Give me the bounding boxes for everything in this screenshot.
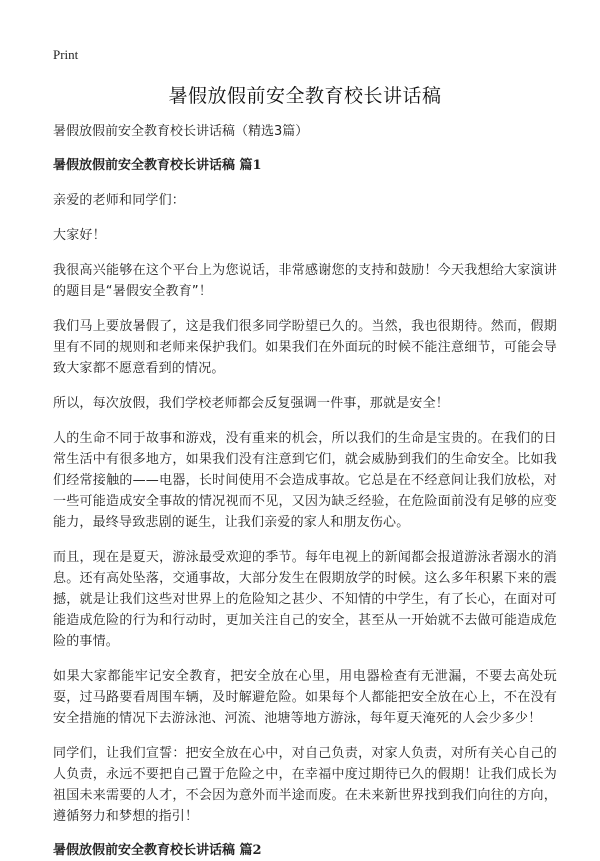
paragraph-safety: 所以，每次放假，我们学校老师都会反复强调一件事，那就是安全！ xyxy=(53,396,450,411)
print-link[interactable]: Print xyxy=(53,47,79,62)
paragraph-remember: 如果大家都能牢记安全教育，把安全放在心里，用电器检查有无泄漏，不要去高处玩耍，过马路要看周围车辆，及时解避危险。如果每个人都能把安全放在心上，不在没有安全措施的情况下去游泳池、河流、池塘等地方游泳，每年夏天淹死的人会少多少！ xyxy=(53,669,557,726)
section-heading-1: 暑假放假前安全教育校长讲话稿 篇1 xyxy=(53,158,262,173)
paragraph-hello: 大家好！ xyxy=(53,228,106,243)
paragraph-oath: 同学们，让我们宣誓：把安全放在心中，对自己负责，对家人负责，对所有关心自己的人负责，永远不要把自己置于危险之中，在幸福中度过期待已久的假期！让我们成长为祖国未来需要的人才，不会因为意外而半途而废。在未来新世界找到我们向往的方向，遵循努力和梦想的指引！ xyxy=(53,746,557,824)
paragraph-summer: 而且，现在是夏天，游泳最受欢迎的季节。每年电视上的新闻都会报道游泳者溺水的消息。还有高处坠落，交通事故，大部分发生在假期放学的时候。这么多年积累下来的震撼，就是让我们这些对世界上的危险知之甚少、不知情的中学生，有了长心，在面对可能造成危险的行为和行动时，更加关注自己的安全，甚至从一开始就不去做可能造成危险的事情。 xyxy=(53,550,557,649)
page-title: 暑假放假前安全教育校长讲话稿 xyxy=(168,85,442,107)
document-subtitle: 暑假放假前安全教育校长讲话稿（精选3篇） xyxy=(53,124,309,139)
paragraph-intro: 我很高兴能够在这个平台上为您说话，非常感谢您的支持和鼓励！今天我想给大家演讲的题目是“暑假安全教育”！ xyxy=(53,263,557,299)
section-heading-2: 暑假放假前安全教育校长讲话稿 篇2 xyxy=(53,843,262,858)
paragraph-holiday: 我们马上要放暑假了，这是我们很多同学盼望已久的。当然，我也很期待。然而，假期里有不同的规则和老师来保护我们。如果我们在外面玩的时候不能注意细节，可能会导致大家都不愿意看到的情况。 xyxy=(53,319,557,376)
paragraph-life: 人的生命不同于故事和游戏，没有重来的机会，所以我们的生命是宝贵的。在我们的日常生活中有很多地方，如果我们没有注意到它们，就会威胁到我们的生命安全。比如我们经常接触的——电器，长时间使用不会造成事故。它总是在不经意间让我们放松，对一些可能造成安全事故的情况视而不见，又因为缺乏经验，在危险面前没有足够的应变能力，最终导致悲剧的诞生，让我们亲爱的家人和朋友伤心。 xyxy=(53,431,557,530)
paragraph-greeting: 亲爱的老师和同学们： xyxy=(53,193,186,208)
